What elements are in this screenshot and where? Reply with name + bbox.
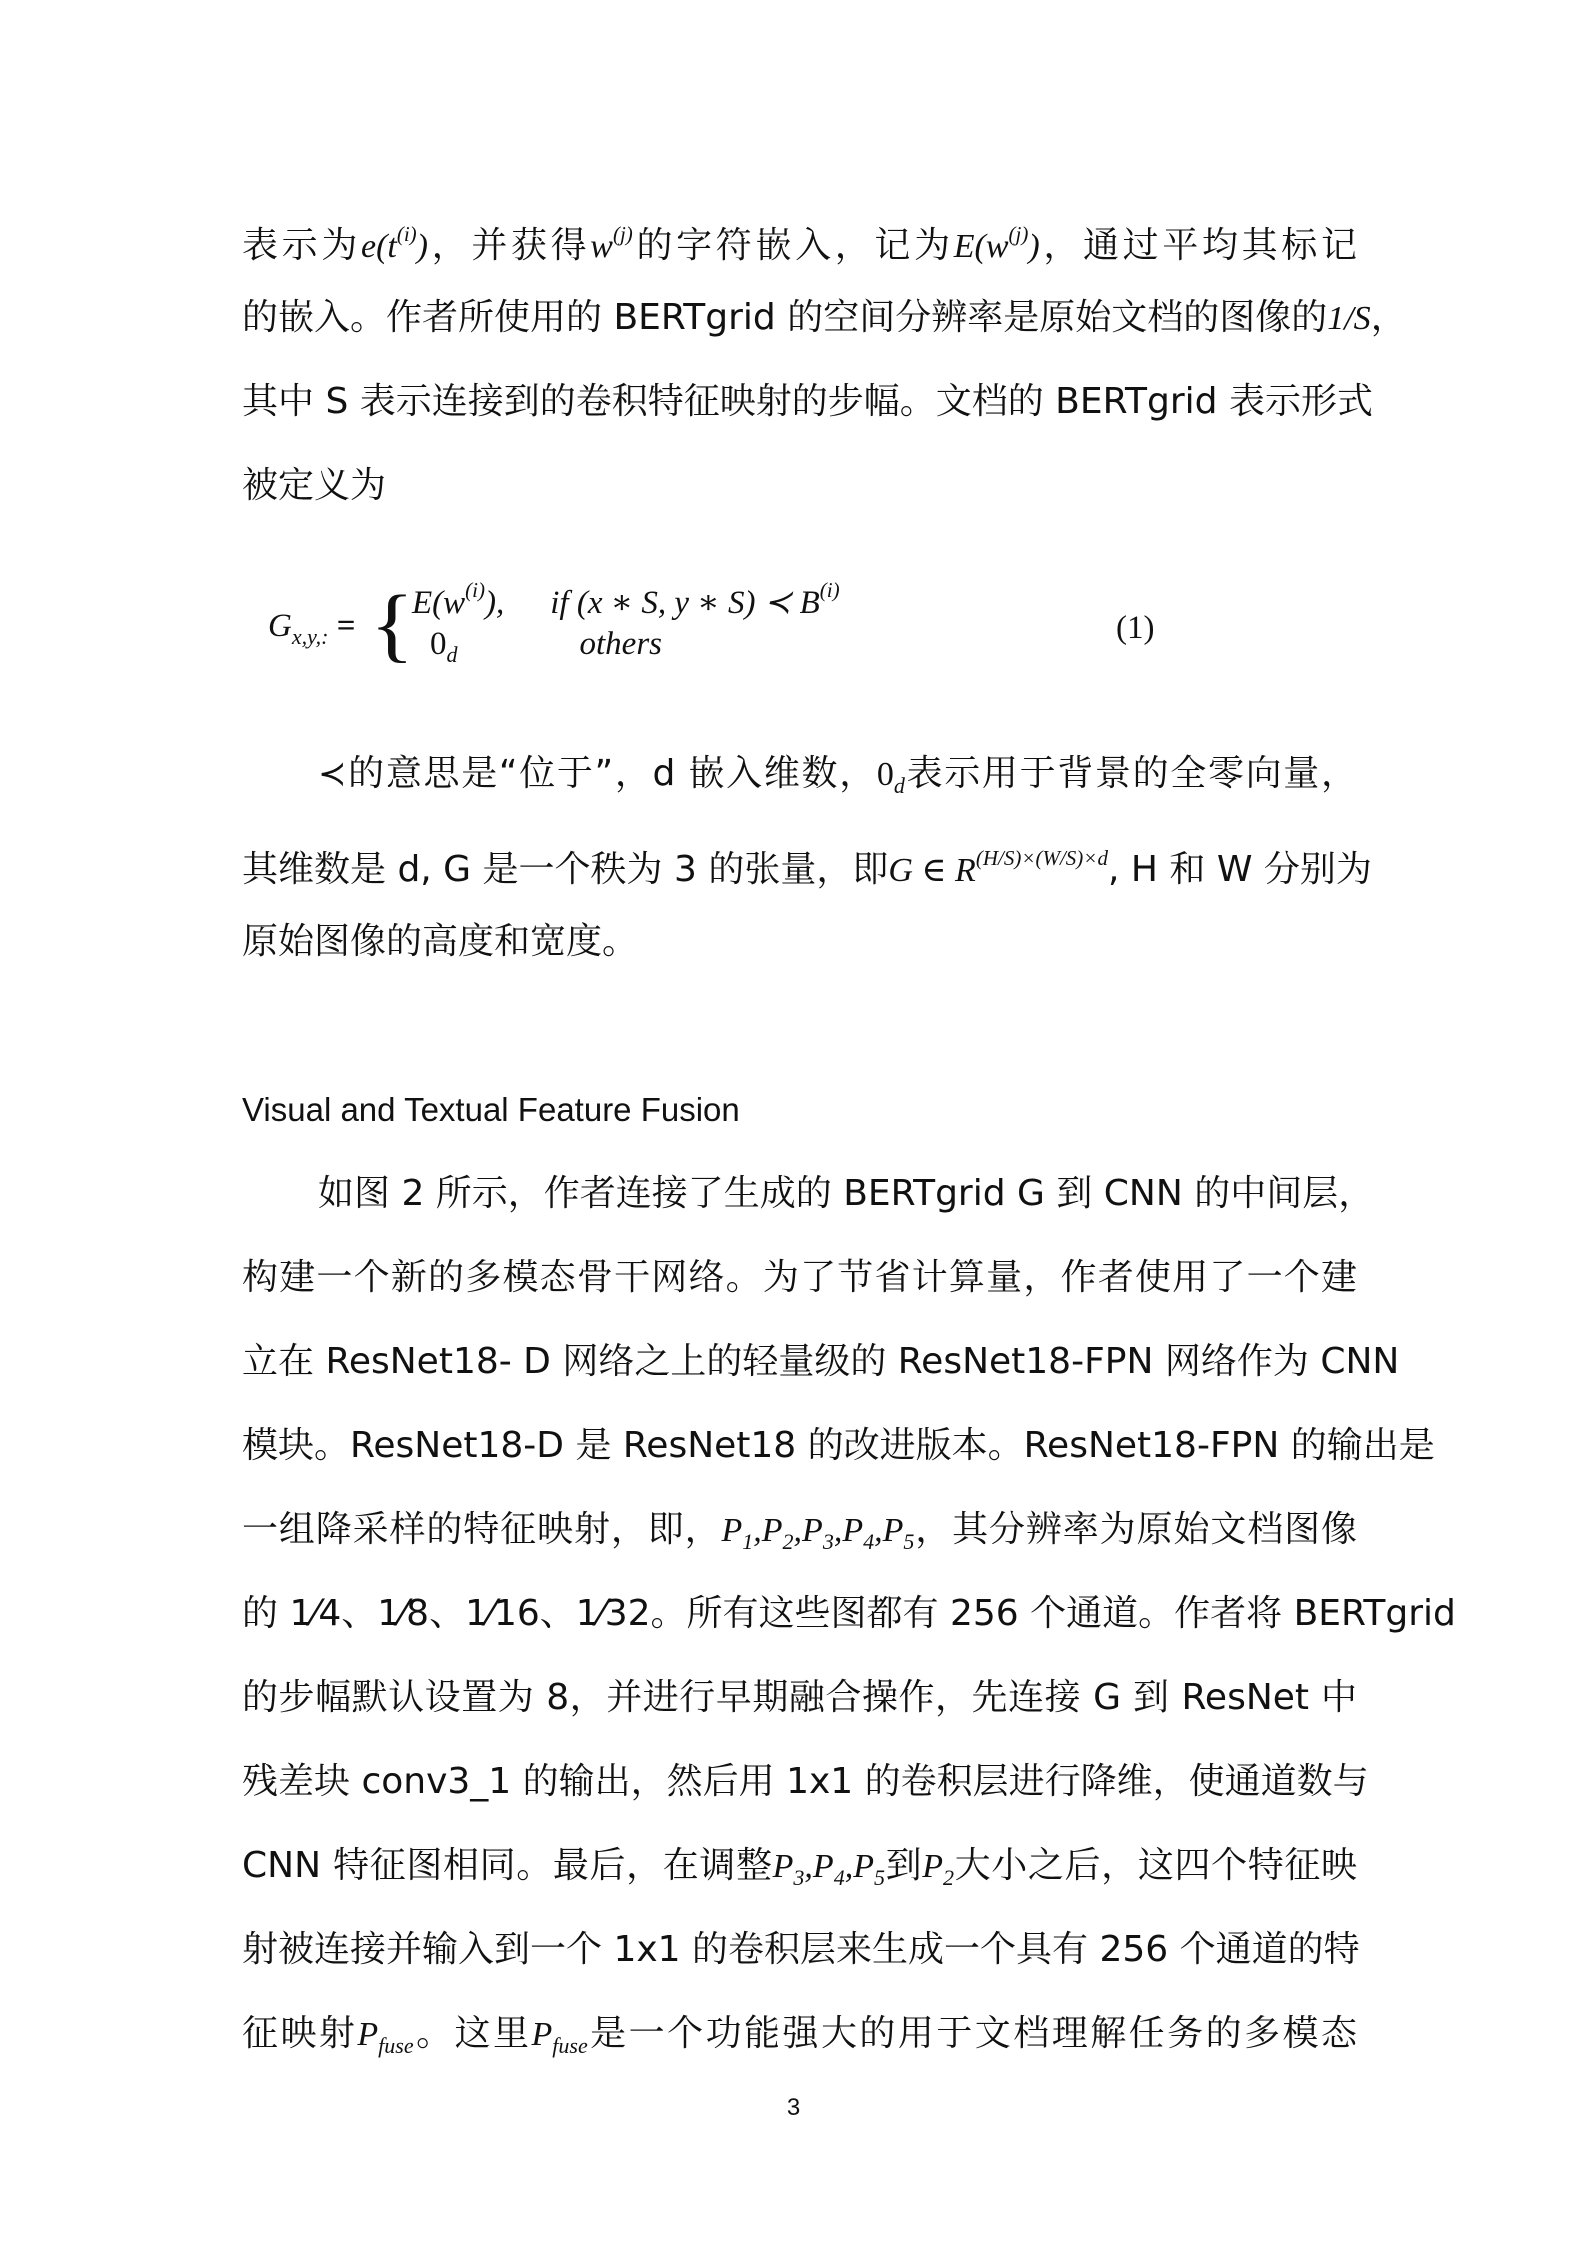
paragraph2-line3: 原始图像的高度和宽度。 bbox=[242, 921, 639, 962]
paragraph3-line11 bbox=[242, 1992, 1357, 2076]
text: 的字符嵌入，记为 bbox=[632, 225, 954, 266]
math-G-in-R: G ∈ $R^{(H/S)\times(W/S)\times d}$ bbox=[888, 846, 1108, 889]
text: 是一个功能强大的用于文档理解任务的多模态 bbox=[587, 2013, 1357, 2054]
text: 的嵌入。作者所使用的 BERTgrid 的空间分辨率是原始文档的图像的 bbox=[242, 297, 1328, 338]
math-zero-d: $0_d$ bbox=[876, 756, 905, 798]
paragraph3-line10: 射被连接并输入到一个 1x1 的卷积层来生成一个具有 256 个通道的特 bbox=[242, 1929, 1360, 1970]
paragraph3-line7: 的步幅默认设置为 8，并进行早期融合操作，先连接 G 到 ResNet 中 bbox=[242, 1677, 1357, 1718]
equation-brace: { bbox=[370, 578, 415, 670]
paragraph3-line9 bbox=[242, 1824, 1357, 1908]
math-P-fuse-2: $P_{fuse}$ bbox=[531, 2016, 588, 2058]
math-P3-P5: $P_3,P_4,P_5$ bbox=[772, 1848, 885, 1890]
math-P2: $P_2$ bbox=[922, 1848, 955, 1890]
equation-row2: $0_d$ others bbox=[430, 626, 662, 667]
math-e-t: $e(t^{(i)})$ bbox=[360, 222, 428, 265]
text: 表示用于背景的全零向量， bbox=[904, 753, 1357, 794]
text: 其维数是 d, G 是一个秩为 3 的张量，即 bbox=[242, 849, 889, 890]
text: , H 和 W 分别为 bbox=[1107, 849, 1372, 890]
math-P1-P5: $P_1,P_2,P_3,P_4,P_5$ bbox=[721, 1512, 915, 1554]
paragraph1-line2 bbox=[242, 276, 1407, 360]
paragraph3-line8: 残差块 conv3_1 的输出，然后用 1x1 的卷积层进行降维，使通道数与 bbox=[242, 1761, 1369, 1802]
paragraph1-line1 bbox=[242, 192, 1357, 276]
paragraph3-line1: 如图 2 所示，作者连接了生成的 BERTgrid G 到 CNN 的中间层， bbox=[318, 1173, 1375, 1214]
paragraph2-line1 bbox=[242, 732, 1357, 816]
paragraph1-line4: 被定义为 bbox=[242, 465, 387, 506]
text: ，通过平均其标记 bbox=[1039, 225, 1357, 266]
equation-number: (1) bbox=[1116, 610, 1155, 646]
text: 一组降采样的特征映射，即， bbox=[242, 1509, 722, 1550]
section-heading: Visual and Textual Feature Fusion bbox=[242, 1091, 740, 1128]
paragraph1-line3: 其中 S 表示连接到的卷积特征映射的步幅。文档的 BERTgrid 表示形式 bbox=[242, 381, 1373, 422]
math-P-fuse: $P_{fuse}$ bbox=[357, 2016, 414, 2058]
equation-row1: $E(w^{(i)})$, if (x ∗ S, y ∗ S) ≺ $B^{(i)}$ bbox=[412, 578, 840, 621]
text: 的意思是“位于”，d 嵌入维数， bbox=[346, 753, 877, 794]
equation-lhs: $G_{x,y,:}$ = bbox=[268, 608, 356, 649]
text: 。这里 bbox=[413, 2013, 532, 2054]
text: 表示为 bbox=[242, 225, 361, 266]
math-1-over-S: 1/S bbox=[1327, 300, 1371, 337]
text: 大小之后，这四个特征映 bbox=[954, 1845, 1357, 1886]
text: ，其分辨率为原始文档图像 bbox=[914, 1509, 1357, 1550]
math-E-w: $E(w^{(j)})$ bbox=[953, 222, 1040, 265]
paragraph2-line2 bbox=[242, 816, 1372, 900]
math-w-j: $w^{(j)}$ bbox=[590, 222, 633, 265]
paragraph3-line2: 构建一个新的多模态骨干网络。为了节省计算量，作者使用了一个建 bbox=[242, 1257, 1357, 1298]
text: 征映射 bbox=[242, 2013, 358, 2054]
paragraph3-line3: 立在 ResNet18- D 网络之上的轻量级的 ResNet18-FPN 网络作为 CNN bbox=[242, 1341, 1400, 1382]
paragraph3-line5 bbox=[242, 1488, 1357, 1572]
text: CNN 特征图相同。最后，在调整 bbox=[242, 1845, 773, 1886]
text: ， bbox=[1370, 297, 1407, 338]
paragraph3-line6: 的 1⁄4、1⁄8、1⁄16、1⁄32。所有这些图都有 256 个通道。作者将 BERTgrid bbox=[242, 1593, 1456, 1634]
text: ，并获得 bbox=[428, 225, 591, 266]
equation-1 bbox=[262, 568, 1162, 688]
page-number: 3 bbox=[786, 2094, 801, 2121]
paragraph3-line4: 模块。ResNet18-D 是 ResNet18 的改进版本。ResNet18-FPN 的输出是 bbox=[242, 1425, 1435, 1466]
math-prec: ≺ bbox=[318, 756, 347, 793]
text: 到 bbox=[884, 1845, 923, 1886]
